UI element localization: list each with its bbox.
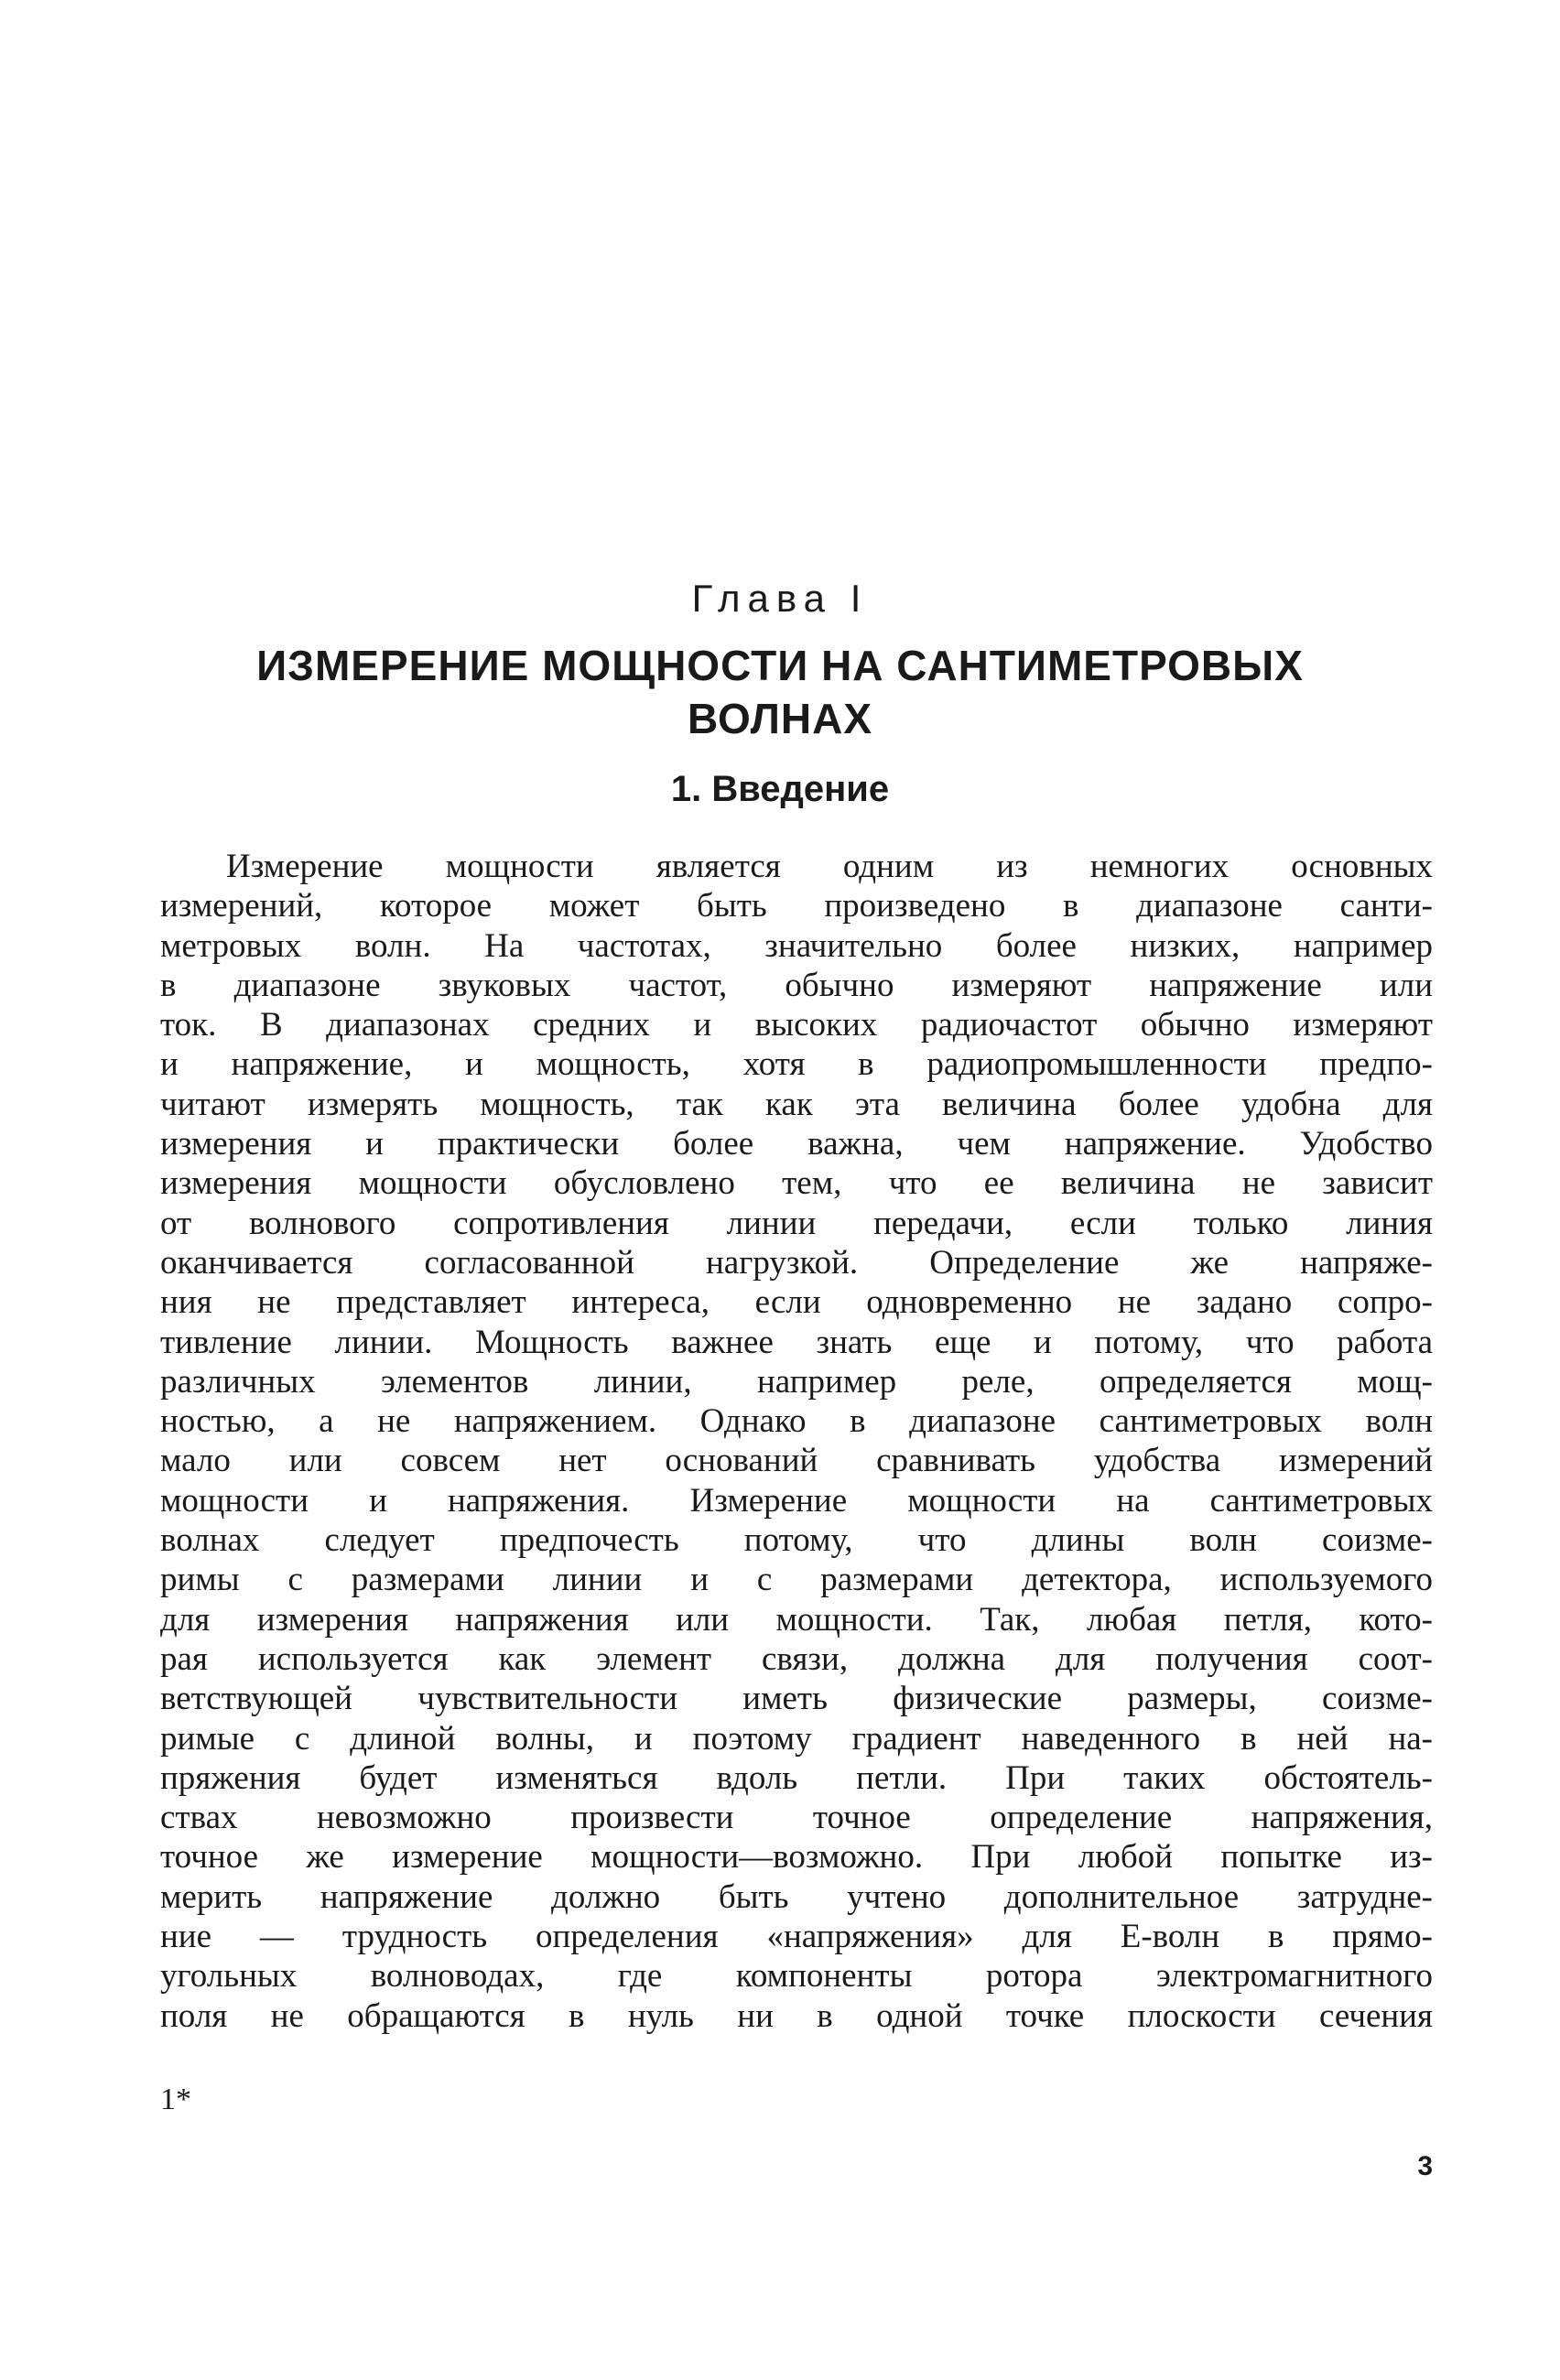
text-line: измерения и практически более важна, чем напряжение. Удобство — [160, 1125, 1433, 1163]
text-line: мерить напряжение должно быть учтено дополнительное затрудне- — [160, 1877, 1433, 1916]
text-line: метровых волн. На частотах, значительно более низких, например — [160, 926, 1433, 965]
text-line: поля не обращаются в нуль ни в одной точке плоскости сечения — [160, 1996, 1433, 2035]
signature-mark: 1* — [160, 2082, 191, 2116]
text-line: ностью, а не напряжением. Однако в диапазоне сантиметровых волн — [160, 1402, 1433, 1441]
text-line: измерения мощности обусловлено тем, что ее величина не зависит — [160, 1164, 1433, 1203]
text-line: пряжения будет изменяться вдоль петли. При таких обстоятель- — [160, 1758, 1433, 1797]
text-line: волнах следует предпочесть потому, что длины волн соизме- — [160, 1521, 1433, 1560]
chapter-label: Глава I — [691, 577, 869, 620]
text-line: различных элементов линии, например реле, определяется мощ- — [160, 1362, 1433, 1401]
text-line: читают измерять мощность, так как эта величина более удобна для — [160, 1085, 1433, 1123]
text-line: мало или совсем нет оснований сравнивать удобства измерений — [160, 1442, 1433, 1480]
text-line: Измерение мощности является одним из немногих основных — [226, 848, 1433, 885]
chapter-title — [201, 639, 1359, 745]
body-paragraph — [160, 847, 1433, 2036]
chapter-title-line: ВОЛНАХ — [687, 695, 873, 742]
text-line: римы с размерами линии и с размерами детектора, используемого — [160, 1561, 1433, 1599]
page-number: 3 — [1417, 2151, 1433, 2181]
text-line: мощности и напряжения. Измерение мощности на сантиметровых — [160, 1481, 1433, 1520]
chapter-title-line: ИЗМЕРЕНИЕ МОЩНОСТИ НА САНТИМЕТРОВЫХ — [256, 642, 1304, 689]
text-line: в диапазоне звуковых частот, обычно измеряют напряжение или — [160, 966, 1433, 1004]
text-line: угольных волноводах, где компоненты ротора электромагнитного — [160, 1957, 1433, 1996]
text-line: ние — трудность определения «напряжения» для Е-волн в прямо- — [160, 1918, 1433, 1956]
text-line: точное же измерение мощности—возможно. При любой попытке из- — [160, 1838, 1433, 1877]
text-line: ветствующей чувствительности иметь физические размеры, соизме- — [160, 1680, 1433, 1718]
text-line: рая используется как элемент связи, должна для получения соот- — [160, 1639, 1433, 1678]
text-line: римые с длиной волны, и поэтому градиент наведенного в ней на- — [160, 1719, 1433, 1758]
text-line: от волнового сопротивления линии передачи, если только линия — [160, 1204, 1433, 1242]
text-line: и напряжение, и мощность, хотя в радиопромышленности предпо- — [160, 1045, 1433, 1084]
text-line: ствах невозможно произвести точное определение напряжения, — [160, 1799, 1433, 1837]
section-heading: 1. Введение — [670, 769, 890, 809]
text-line: ния не представляет интереса, если одновременно не задано сопро- — [160, 1283, 1433, 1322]
text-line: для измерения напряжения или мощности. Так, любая петля, кото- — [160, 1600, 1433, 1639]
text-line: измерений, которое может быть произведено в диапазоне санти- — [160, 887, 1433, 925]
text-line: оканчивается согласованной нагрузкой. Определение же напряже- — [160, 1243, 1433, 1282]
text-line: тивление линии. Мощность важнее знать еще и потому, что работа — [160, 1323, 1433, 1361]
text-line: ток. В диапазонах средних и высоких радиочастот обычно измеряют — [160, 1006, 1433, 1044]
